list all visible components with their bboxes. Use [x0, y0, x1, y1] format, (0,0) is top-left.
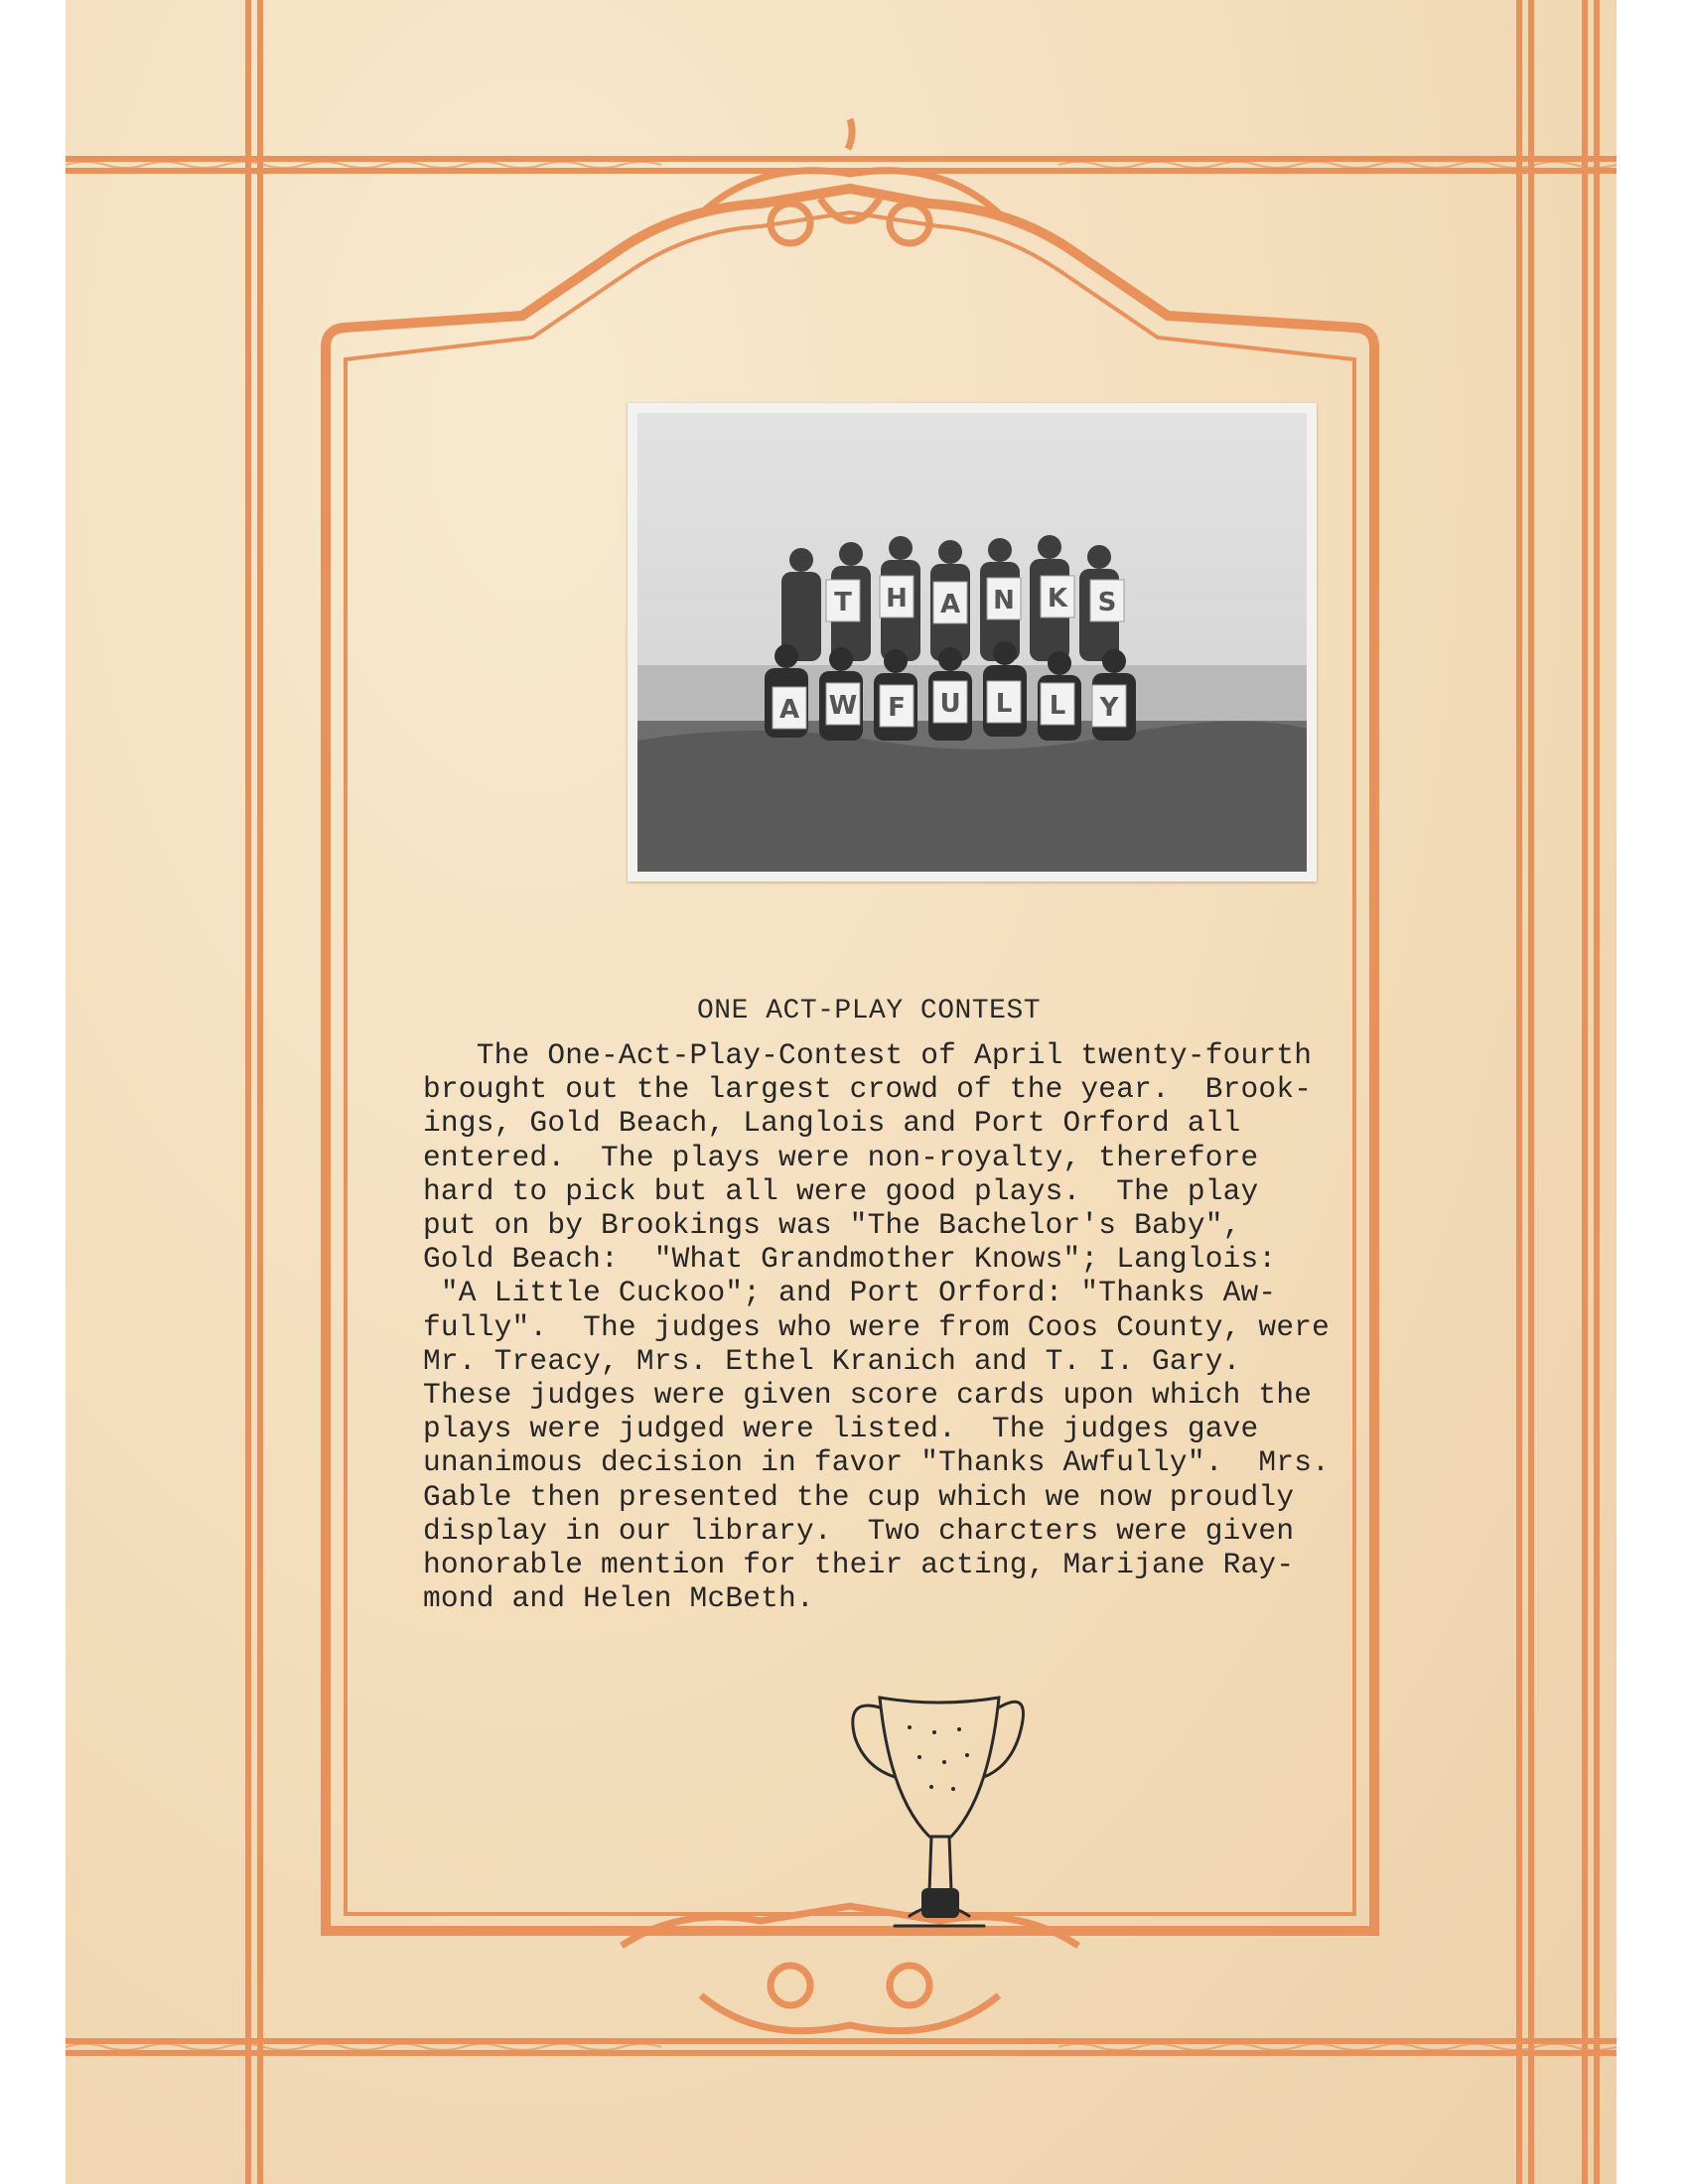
sign-letter: W: [828, 691, 858, 721]
body-line: hard to pick but all were good plays. The play: [423, 1173, 1259, 1208]
article-title: ONE ACT-PLAY CONTEST: [697, 996, 1042, 1026]
body-line: mond and Helen McBeth.: [423, 1581, 814, 1616]
sign-letter: L: [995, 689, 1013, 719]
sign-letter: H: [886, 584, 908, 614]
body-line: "A Little Cuckoo"; and Port Orford: "Thanks Aw-: [423, 1276, 1277, 1310]
body-line: Gable then presented the cup which we now proudly: [423, 1479, 1295, 1514]
body-line: Gold Beach: "What Grandmother Knows"; Langlois:: [423, 1242, 1277, 1277]
sign-letter: L: [1049, 691, 1066, 721]
body-line: The One-Act-Play-Contest of April twenty-fourth: [423, 1038, 1313, 1072]
body-line: put on by Brookings was "The Bachelor's Baby",: [423, 1208, 1241, 1243]
body-line: display in our library. Two charcters were given: [423, 1513, 1295, 1548]
yearbook-page: [66, 0, 1617, 2184]
body-line: Mr. Treacy, Mrs. Ethel Kranich and T. I. Gary.: [423, 1343, 1241, 1378]
body-line: brought out the largest crowd of the year. Brook-: [423, 1072, 1313, 1107]
body-line: These judges were given score cards upon which the: [423, 1378, 1313, 1413]
sign-letter: S: [1097, 588, 1117, 617]
body-line: unanimous decision in favor "Thanks Awfully". Mrs.: [423, 1445, 1331, 1480]
sign-letter: T: [834, 588, 852, 617]
sign-letter: A: [939, 590, 961, 619]
sign-letter: N: [993, 586, 1015, 615]
body-line: honorable mention for their acting, Marijane Ray-: [423, 1548, 1295, 1582]
body-line: ings, Gold Beach, Langlois and Port Orford all: [423, 1106, 1241, 1141]
sign-letter: A: [778, 695, 800, 725]
body-line: fully". The judges who were from Coos County, were: [423, 1309, 1331, 1344]
body-line: entered. The plays were non-royalty, therefore: [423, 1140, 1259, 1174]
group-photo: [628, 403, 1317, 882]
sign-letter: F: [888, 693, 906, 723]
article-body: [423, 1038, 1476, 1615]
sign-letter: K: [1047, 584, 1068, 614]
trophy-cup-drawing: [840, 1678, 1039, 1946]
sign-letter: U: [939, 689, 961, 719]
body-line: plays were judged were listed. The judges gave: [423, 1412, 1259, 1446]
sign-letter: Y: [1099, 693, 1119, 723]
